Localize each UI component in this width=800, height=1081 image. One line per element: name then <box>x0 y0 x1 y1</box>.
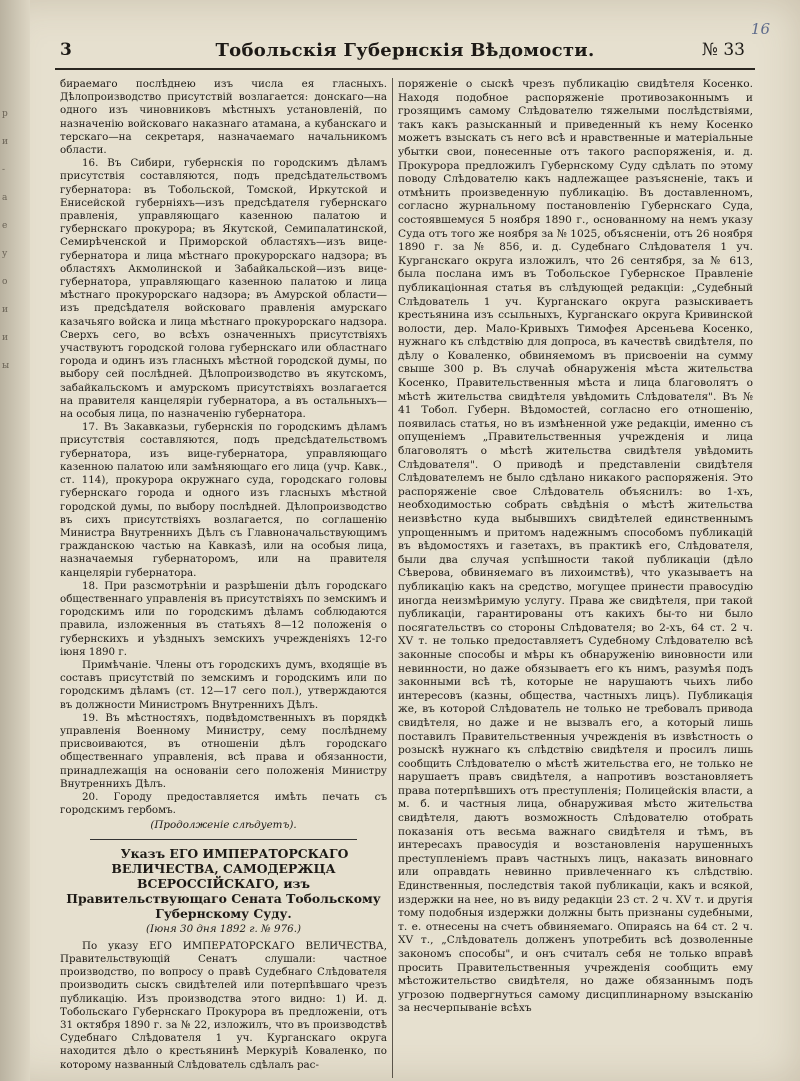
newspaper-title: Тобольскія Губернскія Вѣдомости. <box>215 40 595 61</box>
continuation-note: (Продолженіе слѣдуетъ). <box>150 819 297 832</box>
section-divider <box>90 839 357 840</box>
right-paragraph: поряженіе о сыскѣ чрезъ публикацію свидѣтеля Косенко. Находя подобное распоряженіе противозаконнымъ и грозящимъ самому Слѣдователю тяжелыми послѣдствіями, такъ какъ разысканный и приведенный къ нему Косенко можетъ взыскать съ него всѣ и нравственные и матеріальные убытки свои, понесенные отъ такого распоряженія, и. д. Прокурора предложилъ Губернскому Суду сдѣлать по этому поводу Слѣдователю какъ надлежащее разъясненіе, такъ и отмѣнить произведенную публикацію. Въ доставленномъ, согласно журнальному постановленію Губернскаго Суда, состоявшемуся 5 ноября 1890 г., основанному на немъ указу Суда отъ того же ноября за № 1025, объясненіи, отъ 26 ноября 1890 г. за № 856, и. д. Судебнаго Слѣдователя 1 уч. Курганскаго округа изложилъ, что 26 сентября, за № 613, была послана имъ въ Тобольское Губернское Правленіе публикаціонная статья въ слѣдующей редакціи: „Судебный Слѣдователь 1 уч. Курганскаго округа разыскиваетъ крестьянина изъ ссыльныхъ, Курганскаго округа Кривинской волости, дер. Мало-Кривыхъ Тимофея Арсеньева Косенко, нужнаго къ слѣдствію для допроса, въ качествѣ свидѣтеля, по дѣлу о Коваленко, обвиняемомъ въ присвоеніи на сумму свыше 300 р. Въ случаѣ обнаруженія мѣста жительства Косенко, Правительственныя мѣста и лица благоволятъ о мѣстѣ жительства свидѣтеля увѣдомить Слѣдователя". Въ № 41 Тобол. Губерн. Вѣдомостей, согласно его отношенію, появилась статья, но въ измѣненной уже редакціи, именно съ опущеніемъ „Правительственныя учрежденія и лица благоволятъ о мѣстѣ жительства свидѣтеля увѣдомить Слѣдователя". О приводѣ и представленіи свидѣтеля Слѣдователемъ не было сдѣлано никакого распоряженія. Это распоряженіе свое Слѣдователь объяснилъ: во 1-хъ, необходимостью собрать свѣдѣнія о мѣстѣ жительства неизвѣстно куда выбывшихъ свидѣтелей единственнымъ упрощеннымъ и притомъ надежнымъ способомъ публикацій въ вѣдомостяхъ и газетахъ, въ практикѣ его, Слѣдователя, были два случая успѣшности такой публикаціи (дѣло Сѣверова, обвиняемаго въ лихоимствѣ), что указываетъ на публикацію какъ на средство, могущее принести правосудію иногда неизмѣримую услугу. Права же свидѣтеля, при такой публикаціи, гарантированы отъ какихъ бы-то ни было посягательствъ со стороны Слѣдователя; во 2-хъ, 64 ст. 2 ч. XV т. не только предоставляетъ Судебному Слѣдователю всѣ законные способы и мѣры къ обнаруженію виновности или невинности, но даже обязываетъ его къ нимъ, разумѣя подъ законными всѣ тѣ, которые не нарушаютъ чьихъ либо интересовъ (казны, общества, частныхъ лицъ). Публикація же, въ которой Слѣдователь не только не требовалъ привода свидѣтеля, но даже и не вызвалъ его, а который лишь поставилъ Правительственныя учрежденія въ извѣстность о розыскѣ нужнаго къ слѣдствію свидѣтеля и просилъ лишь сообщить Слѣдователю о мѣстѣ жительства его, не только не нарушаетъ правъ свидѣтеля, а напротивъ возстановляетъ права потерпѣвшихъ отъ преступленія; Полицейскія власти, а м. б. и частныя лица, обнаруживая мѣсто жительства свидѣтеля, даютъ возможность Слѣдователю отобрать показанія отъ весьма важнаго свидѣтеля и тѣмъ, въ интересахъ правосудія и возстановленія нарушенныхъ преступленіемъ правъ частныхъ лицъ, наказать виновнаго или оправдать невинно привлеченнаго къ слѣдствію. Единственныя, последствія такой публикаціи, какъ и всякой, издержки на нее, но въ виду редакціи 23 ст. 2 ч. XV т. и другія тому подобныя издержки должны быть признаны судебными, т. е. отнесены на счетъ обвиняемаго. Опираясь на 64 ст. 2 ч. XV т., „Слѣдователь долженъ употребить всѣ дозволенные закономъ способы", и онъ считалъ себя не только вправѣ просить Правительственныя учрежденія сообщить ему мѣстожительство свидѣтеля, но даже обязаннымъ подъ угрозою подвергнуться самому дисциплинарному взысканію за несчерпываніе всѣхъ <box>398 78 753 1015</box>
gutter-fragments: р и - а е у о и и ы <box>2 109 10 371</box>
paragraph-16: 16. Въ Сибири, губернскія по городскимъ дѣламъ присутствія составляются, подъ предсѣдательствомъ губернатора: въ Тобольской, Томской, Иркутской и Енисейской губерніяхъ—изъ предсѣдателя губернскаго правленія, управляющаго казенною палатою и губернскаго прокурора; въ Якутской, Семипалатинской, Семирѣченской и Приморской областяхъ—изъ вице-губернатора и лица мѣстнаго прокурорскаго надзора; въ областяхъ Акмолинской и Забайкальской—изъ вице-губернатора, управляющаго казенною палатою и лица мѣстнаго прокурорскаго надзора; въ Амурской области—изъ предсѣдателя войсковаго правленія амурскаго казачьяго войска и лица мѣстнаго прокурорскаго надзора. Сверхъ сего, во всѣхъ означенныхъ присутствіяхъ участвуютъ городской голова губернскаго или областнаго города и одинъ изъ гласныхъ мѣстной городской думы, по выбору сей послѣдней. Дѣлопроизводство въ якутскомъ, забайкальскомъ и амурскомъ присутствіяхъ возлагается на правителя канцеляріи губернатора, а въ остальныхъ—на особыя лица, по назначенію губернатора. <box>60 157 387 421</box>
column-divider <box>392 78 393 1078</box>
corner-mark: 16 <box>750 20 770 38</box>
issue-number: № 33 <box>701 40 745 60</box>
paragraph-18: 18. При разсмотрѣніи и разрѣшеніи дѣлъ городскаго общественнаго управленія въ присутствіяхъ по земскимъ и городскимъ или по городскимъ дѣламъ соблюдаются правила, изложенныя въ статьяхъ 8—12 положенія о губернскихъ и уѣздныхъ земскихъ учрежденіяхъ 12-го іюня 1890 г. <box>60 579 387 658</box>
decree-paragraph: По указу ЕГО ИМПЕРАТОРСКАГО ВЕЛИЧЕСТВА, Правительствующій Сенатъ слушали: частное производство, по вопросу о правѣ Судебнаго Слѣдователя производить сыскъ свидѣтелей или потерпѣвшаго чрезъ публикацію. Изъ производства этого видно: 1) И. д. Тобольскаго Губернскаго Прокурора въ предложеніи, отъ 31 октября 1890 г. за № 22, изложилъ, что въ производствѣ Судебнаго Слѣдователя 1 уч. Курганскаго округа находится дѣло о крестьянинѣ Меркуріѣ Коваленко, по которому названный Слѣдователь сдѣлалъ рас- <box>60 939 387 1071</box>
decree-title: Указъ ЕГО ИМПЕРАТОРСКАГО ВЕЛИЧЕСТВА, САМОДЕРЖЦА ВСЕРОССІЙСКАГО, изъ Правительствующаго Сената Тобольскому Губернскому Суду. <box>66 845 381 921</box>
paragraph-20: 20. Городу предоставляется имѣть печать съ городскимъ гербомъ. <box>60 790 387 817</box>
paragraph-19: 19. Въ мѣстностяхъ, подвѣдомственныхъ въ порядкѣ управленія Военному Министру, сему послѣднему присвоиваются, въ отношеніи дѣлъ городскаго общественнаго управленія, всѣ права и обязанности, принадлежащія на основаніи сего положенія Министру Внутреннихъ Дѣлъ. <box>60 711 387 790</box>
page-header <box>55 38 755 70</box>
paragraph-17: 17. Въ Закавказьи, губернскія по городскимъ дѣламъ присутствія составляются, подъ предсѣдательствомъ губернатора, изъ вице-губернатора, управляющаго казенною палатою или замѣняющаго его лица (учр. Кавк., ст. 114), прокурора окружнаго суда, городскаго головы губернскаго города и одного изъ гласныхъ мѣстной городской думы, по выбору послѣдней. Дѣлопроизводство въ сихъ присутствіяхъ возлагается, по соглашенію Министра Внутреннихъ Дѣлъ съ Главноначальствующимъ гражданскою частью на Кавказѣ, или на особыя лица, назначаемыя губернаторомъ, или на правителя канцеляріи губернатора. <box>60 421 387 579</box>
page-number: 3 <box>60 40 72 60</box>
note-paragraph: Примѣчаніе. Члены отъ городскихъ думъ, входящіе въ составъ присутствій по земскимъ и городскимъ или по городскимъ дѣламъ (ст. 12—17 сего пол.), утверждаются въ должности Министромъ Внутреннихъ Дѣлъ. <box>60 658 387 711</box>
left-column <box>60 78 387 1072</box>
right-column <box>398 78 753 1016</box>
paragraph-continued: бираемаго послѣднею изъ числа ея гласныхъ. Дѣлопроизводство присутствій возлагается: донскаго—на одного изъ чиновниковъ мѣстныхъ установленій, по назначенію войсковаго наказнаго атамана, а кубанскаго и терскаго—на секретаря, назначаемаго начальникомъ области. <box>60 78 387 157</box>
decree-date: (Іюня 30 дня 1892 г. № 976.) <box>146 922 301 935</box>
binding-gutter <box>0 0 30 1081</box>
